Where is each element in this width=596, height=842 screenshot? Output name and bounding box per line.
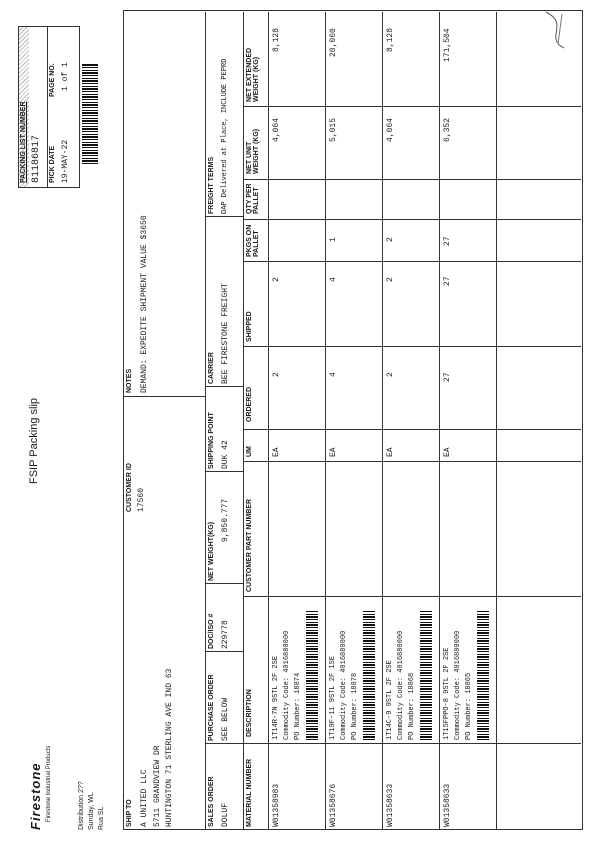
- ship-to-line-2: 5711 GRANDVIEW DR: [153, 745, 162, 827]
- divider: [243, 743, 581, 744]
- divider: [205, 12, 206, 830]
- row1-desc-2: Commodity Code: 4016880000: [283, 630, 291, 740]
- divider: [243, 346, 581, 347]
- po-label: PURCHASE ORDER: [208, 674, 215, 741]
- divider: [243, 179, 581, 180]
- brand-address-3: Rua SL: [98, 806, 105, 830]
- row4-desc-1: 1T15FPPO-8 9STL 2F 2SE: [443, 647, 451, 740]
- row1-um: EA: [272, 447, 281, 457]
- brand-tagline: Firestone Industrial Products: [46, 745, 52, 822]
- ship-to-line-1: A UNITED LLC: [140, 769, 149, 827]
- row3-pkgs: 2: [386, 237, 395, 242]
- row4-ordered: 27: [443, 372, 452, 382]
- row2-shipped: 4: [329, 277, 338, 282]
- row4-shipped: 27: [443, 276, 452, 286]
- packing-list-box: [18, 26, 80, 188]
- row2-material: W01358676: [329, 783, 338, 827]
- brand-address-2: Sunday, WL: [88, 792, 95, 830]
- row2-um: EA: [329, 447, 338, 457]
- row1-material: W01358983: [272, 783, 281, 827]
- divider: [205, 651, 243, 652]
- doc-label: DOC/ISO #: [208, 613, 215, 649]
- col-um: UM: [246, 446, 253, 457]
- packing-list-number: 81186817: [31, 134, 42, 183]
- row3-desc-1: 1T14C-9 9STL 2F 2SE: [386, 660, 394, 740]
- notes-label: NOTES: [126, 368, 133, 393]
- row2-desc-1: 1T19F-11 9STL 2F 1SE: [329, 655, 337, 740]
- divider: [243, 261, 581, 262]
- row2-unit-weight: 5,015: [329, 117, 338, 142]
- row4-desc-3: PO Number: 18865: [465, 672, 473, 740]
- row2-desc-2: Commodity Code: 4016880000: [340, 630, 348, 740]
- divider: [123, 396, 205, 397]
- notes-text: DEMAND: EXPEDITE SHIPMENT VALUE $3650: [140, 215, 149, 393]
- row3-desc-2: Commodity Code: 4016880000: [397, 630, 405, 740]
- divider: [243, 219, 581, 220]
- shipping-point-value: DUK 42: [221, 440, 230, 469]
- ship-to-label: SHIP TO: [126, 799, 133, 827]
- pick-date-value: 19-MAY-22: [61, 139, 70, 183]
- row1-shipped: 2: [272, 277, 281, 282]
- row3-desc-3: PO Number: 18868: [408, 672, 416, 740]
- ship-to-line-3: HUNTINGTON 71 STERLING AVE IND 63: [165, 668, 174, 827]
- divider: [243, 429, 581, 430]
- row2-barcode: [363, 610, 375, 740]
- po-value: SEE BELOW: [221, 697, 230, 741]
- brand-address-1: Distribution 2??: [78, 781, 85, 830]
- freight-terms-label: FREIGHT TERMS: [208, 156, 215, 214]
- divider: [382, 12, 383, 830]
- page-title: FSIP Packing slip: [28, 397, 40, 484]
- divider: [205, 471, 243, 472]
- divider: [205, 386, 243, 387]
- row2-ext-weight: 20,060: [329, 28, 338, 57]
- sales-order: DOLUF: [221, 802, 230, 827]
- row1-ordered: 2: [272, 372, 281, 377]
- row3-shipped: 2: [386, 277, 395, 282]
- divider: [268, 12, 269, 830]
- pick-date-label: PICK DATE: [49, 145, 56, 183]
- row3-ext-weight: 8,128: [386, 27, 395, 52]
- divider: [243, 12, 244, 830]
- divider: [205, 583, 243, 584]
- col-qty-per: QTY PER PALLET: [246, 183, 260, 214]
- divider: [243, 596, 581, 597]
- row1-desc-1: 1T14R-7N 9STL 2F 2SE: [272, 655, 280, 740]
- row3-um: EA: [386, 447, 395, 457]
- row1-desc-3: PO Number: 18874: [294, 672, 302, 740]
- packing-list-number-label: PACKING LIST NUMBER: [20, 101, 27, 183]
- net-weight-value: 9,850.777: [221, 498, 230, 542]
- row2-pkgs: 1: [329, 237, 338, 242]
- col-material: MATERIAL NUMBER: [246, 758, 253, 827]
- row4-barcode: [477, 610, 489, 740]
- divider: [205, 216, 243, 217]
- row3-unit-weight: 4,064: [386, 117, 395, 142]
- firestone-logo: Firestone: [28, 762, 43, 830]
- row4-desc-2: Commodity Code: 4016880000: [454, 630, 462, 740]
- customer-id-label: CUSTOMER ID: [126, 463, 133, 512]
- handwritten-mark-icon: [540, 6, 570, 52]
- freight-terms-value: DAP Delivered at Place, INCLUDE PEPRD: [221, 58, 229, 214]
- divider: [47, 27, 48, 187]
- carrier-value: BEE FIRESTONE FREIGHT: [221, 283, 230, 384]
- row1-barcode: [306, 610, 318, 740]
- page-no-label: PAGE NO.: [49, 63, 56, 97]
- carrier-label: CARRIER: [208, 352, 215, 384]
- col-net-unit: NET UNIT WEIGHT (KG): [246, 128, 260, 174]
- row2-ordered: 4: [329, 372, 338, 377]
- row1-ext-weight: 8,128: [272, 27, 281, 52]
- col-net-ext: NET EXTENDED WEIGHT (KG): [246, 47, 260, 102]
- page-no-value: 1 of 1: [61, 62, 70, 91]
- divider: [325, 12, 326, 830]
- row3-barcode: [420, 610, 432, 740]
- divider: [243, 106, 581, 107]
- row4-unit-weight: 6,352: [443, 117, 452, 142]
- doc-value: 229778: [221, 620, 230, 649]
- divider: [496, 12, 497, 830]
- customer-id: 17560: [137, 487, 146, 512]
- divider: [243, 461, 581, 462]
- row4-pkgs: 27: [443, 236, 452, 246]
- row3-ordered: 2: [386, 372, 395, 377]
- shipping-point-label: SHIPPING POINT: [208, 412, 215, 469]
- net-weight-label: NET WEIGHT(KG): [208, 521, 215, 581]
- row2-desc-3: PO Number: 18878: [351, 672, 359, 740]
- divider: [205, 743, 243, 744]
- sales-order-label: SALES ORDER: [208, 776, 215, 827]
- row4-ext-weight: 171,504: [443, 28, 452, 62]
- col-description: DESCRIPTION: [246, 689, 253, 737]
- col-ordered: ORDERED: [246, 386, 253, 422]
- row1-unit-weight: 4,064: [272, 117, 281, 142]
- divider: [439, 12, 440, 830]
- packing-list-barcode: [82, 64, 98, 164]
- col-customer-part: CUSTOMER PART NUMBER: [246, 498, 253, 592]
- col-shipped: SHIPPED: [246, 311, 253, 342]
- row4-material: W01358633: [443, 783, 452, 827]
- row3-material: W01358633: [386, 783, 395, 827]
- row4-um: EA: [443, 447, 452, 457]
- col-pkgs: PKGS ON PALLET: [246, 224, 260, 257]
